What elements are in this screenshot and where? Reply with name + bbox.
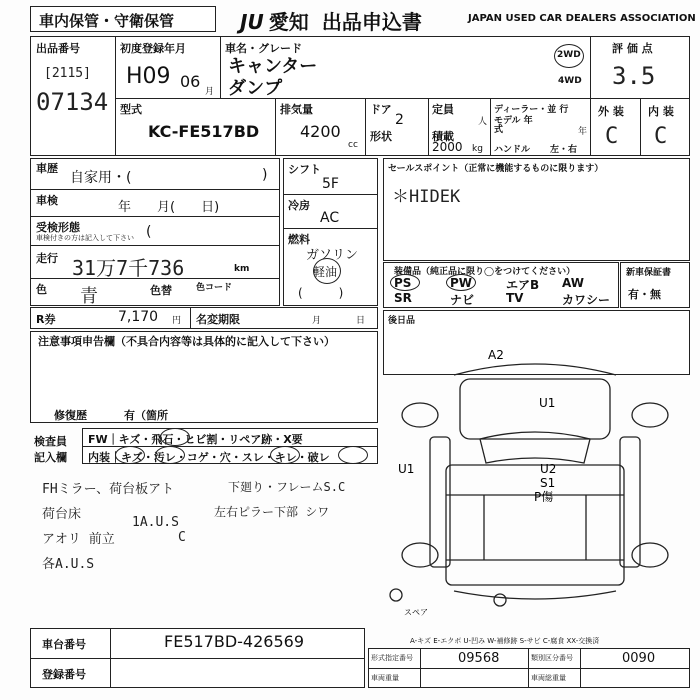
int-circle-1 <box>115 446 145 464</box>
int-circle-4 <box>338 446 368 464</box>
history-value: 自家用・( <box>70 170 132 186</box>
interior-label: 内 装 <box>648 105 674 118</box>
tax-day-unit: 日 <box>356 316 366 326</box>
mileage-label: 走行 <box>36 252 58 265</box>
load-label: 積載 <box>432 130 454 143</box>
capacity-unit: 人 <box>478 117 488 127</box>
repair-label: 修復歴 <box>54 409 87 422</box>
weight-label: 車両重量 <box>371 674 399 682</box>
front-bumper <box>454 364 616 375</box>
shift-value: 5F <box>322 176 339 192</box>
total-weight-label: 車両総重量 <box>531 674 566 682</box>
designation-label: 形式指定番号 <box>371 654 413 662</box>
recycle-label: R券 <box>36 313 56 326</box>
spare-wheel-2 <box>494 594 506 606</box>
history-label: 車歴 <box>36 162 58 175</box>
int-circle-2 <box>155 446 185 464</box>
mark-u1-top: U1 <box>539 396 556 410</box>
storage-box <box>30 6 216 32</box>
ac-value: AC <box>320 210 340 226</box>
form-title: 出品申込書 <box>321 10 422 34</box>
shift-label: シフト <box>288 163 321 176</box>
tax-month-unit: 月 <box>312 316 322 326</box>
mark-a2: A2 <box>488 348 504 362</box>
category-label: 類別区分番号 <box>531 654 573 662</box>
mileage-unit: km <box>234 264 250 274</box>
load-unit: kg <box>472 144 483 154</box>
inspection-label: 車検 <box>36 194 58 207</box>
note-8: C <box>178 530 186 545</box>
car-name-line1: キャンター <box>228 56 318 77</box>
designation-value: 09568 <box>458 651 500 666</box>
bed-outline <box>446 465 624 585</box>
lot-sub-number: [2115] <box>44 66 91 81</box>
equipment-item: PW <box>450 276 473 290</box>
registration-label: 初度登録年月 <box>120 42 186 55</box>
lot-label: 出品番号 <box>36 42 80 55</box>
color-label: 色 <box>36 283 47 296</box>
sales-point-value: ＊HIDEK <box>392 187 461 207</box>
repair-value: 有（箇所 <box>124 409 168 422</box>
history-close: ) <box>262 167 268 183</box>
wheel-rear-right <box>632 543 668 567</box>
receive-value: ( <box>146 224 152 240</box>
chassis-label: 車台番号 <box>42 638 86 651</box>
recycle-value: 7,170 <box>118 309 159 325</box>
windshield <box>480 432 590 463</box>
load-value: 2000 <box>432 140 463 154</box>
category-value: 0090 <box>622 651 656 666</box>
model-label: 型式 <box>120 103 142 116</box>
inspector-label-2: 記入欄 <box>34 451 67 464</box>
inspector-label-1: 検査員 <box>34 435 67 448</box>
side-right <box>620 437 640 567</box>
mark-p: P傷 <box>534 490 554 504</box>
mark-u1-left: U1 <box>398 462 415 476</box>
spare-wheel <box>390 589 402 601</box>
equipment-item: AW <box>562 276 584 290</box>
brand-suffix: 愛知 <box>268 10 309 34</box>
notes-label: 注意事項申告欄（不具合内容等は具体的に記入して下さい） <box>38 335 335 348</box>
registration-month: 06 <box>180 72 201 91</box>
mileage-value: 31万7千736 <box>72 256 185 280</box>
dealer-label: ディーラー・並 行 <box>494 105 569 115</box>
fw-row: FW｜キズ・飛石・ヒビ割・リペア跡・X要 <box>88 433 303 446</box>
drive-4wd: 4WD <box>558 76 582 86</box>
brand-mark: JU <box>240 10 264 34</box>
note-2: 荷台床 <box>42 507 82 522</box>
tax-label: 名変期限 <box>196 313 240 326</box>
cab-outline <box>460 379 610 439</box>
wheel-rear-left <box>402 543 438 567</box>
fw-circle-1 <box>160 428 190 446</box>
ac-label: 冷房 <box>288 199 310 212</box>
car-name-line2: ダンプ <box>228 78 283 99</box>
wheel-front-left <box>402 403 438 427</box>
handle-label: ハンドル <box>494 145 531 155</box>
receive-label: 受検形態 <box>36 221 80 234</box>
receive-note: 車検付きの方は記入して下さい <box>36 234 134 242</box>
exterior-grade: C <box>605 124 619 149</box>
recycle-unit: 円 <box>172 316 182 326</box>
rear-items-label: 後日品 <box>388 316 416 326</box>
side-left <box>430 437 450 567</box>
capacity-label: 定員 <box>432 103 454 116</box>
handle-value: 左・右 <box>550 145 578 155</box>
rear-bumper <box>454 591 616 599</box>
rating-label: 評 価 点 <box>612 42 653 55</box>
equipment-item: ナビ <box>450 293 475 307</box>
equipment-circle <box>446 274 476 291</box>
model-year-label: モデル 年式 <box>494 116 533 135</box>
model-year-unit: 年 <box>578 127 588 137</box>
equipment-label: 装備品（純正品に限り◯をつけてください） <box>394 267 576 277</box>
sales-point-label: セールスポイント（正常に機能するものに限ります） <box>388 164 604 174</box>
equipment-item: SR <box>394 291 412 305</box>
inspection-value: 年 月( 日) <box>118 200 220 215</box>
note-7: 1A.U.S <box>132 515 179 530</box>
plate-label: 登録番号 <box>42 668 86 681</box>
fuel-alt: 軽油 <box>313 265 338 279</box>
equipment-circle <box>390 274 420 291</box>
int-circle-3 <box>270 446 300 464</box>
mark-s1: S1 <box>540 476 556 490</box>
car-label: 車名・グレード <box>225 42 302 55</box>
equipment-item: エアB <box>506 278 540 292</box>
exterior-label: 外 装 <box>598 105 624 118</box>
note-4: 各A.U.S <box>42 557 95 572</box>
fuel-label: 燃料 <box>288 233 310 246</box>
interior-grade: C <box>654 124 668 149</box>
equipment-grid <box>388 276 614 306</box>
displacement-value: 4200 <box>300 122 341 141</box>
note-1: FHミラー、荷台板アト <box>42 482 175 497</box>
fuel-value: ガソリン <box>306 248 359 263</box>
displacement-label: 排気量 <box>280 103 313 116</box>
rating-score: 3.5 <box>612 62 656 90</box>
truck-diagram <box>384 345 690 620</box>
lot-number: 07134 <box>36 88 109 116</box>
note-5: 下廻り・フレームS.C <box>228 480 346 494</box>
note-6: 左右ピラー下部 シワ <box>214 505 330 519</box>
equipment-item: PS <box>394 276 412 290</box>
displacement-unit: cc <box>348 140 358 150</box>
warranty-value: 有・無 <box>628 288 661 301</box>
registration-year: H09 <box>126 64 171 89</box>
registration-month-unit: 月 <box>205 87 215 97</box>
spare-label: スペア <box>404 608 428 617</box>
color-code-label: 色コード <box>196 283 233 293</box>
equipment-item: カワシー <box>562 293 611 307</box>
doors-label: ドア <box>370 103 392 116</box>
damage-legend: A-キズ E-エクボ U-凹み W-補修跡 S-サビ C-腐食 XX-交換済 <box>410 637 600 645</box>
shape-label: 形状 <box>370 130 392 143</box>
warranty-label: 新車保証書 <box>626 268 672 278</box>
interior-row: 内装｜キズ・汚レ・コゲ・穴・スレ・キレ・破レ <box>88 451 330 464</box>
mark-u2: U2 <box>540 462 557 476</box>
storage-label: 車内保管・守衛保管 <box>39 12 175 30</box>
drive-2wd: 2WD <box>557 50 581 60</box>
brand-logo <box>240 6 422 35</box>
association-name: JAPAN USED CAR DEALERS ASSOCIATION <box>468 13 696 24</box>
wheel-front-right <box>632 403 668 427</box>
color-value: 青 <box>80 286 98 307</box>
chassis-value: FE517BD-426569 <box>164 632 304 651</box>
color-change-label: 色替 <box>150 284 172 297</box>
model-value: KC-FE517BD <box>148 122 260 141</box>
doors-value: 2 <box>395 112 404 128</box>
fuel-paren: ( ) <box>298 286 344 300</box>
note-3: アオリ 前立 <box>42 532 115 547</box>
equipment-item: TV <box>506 291 524 305</box>
